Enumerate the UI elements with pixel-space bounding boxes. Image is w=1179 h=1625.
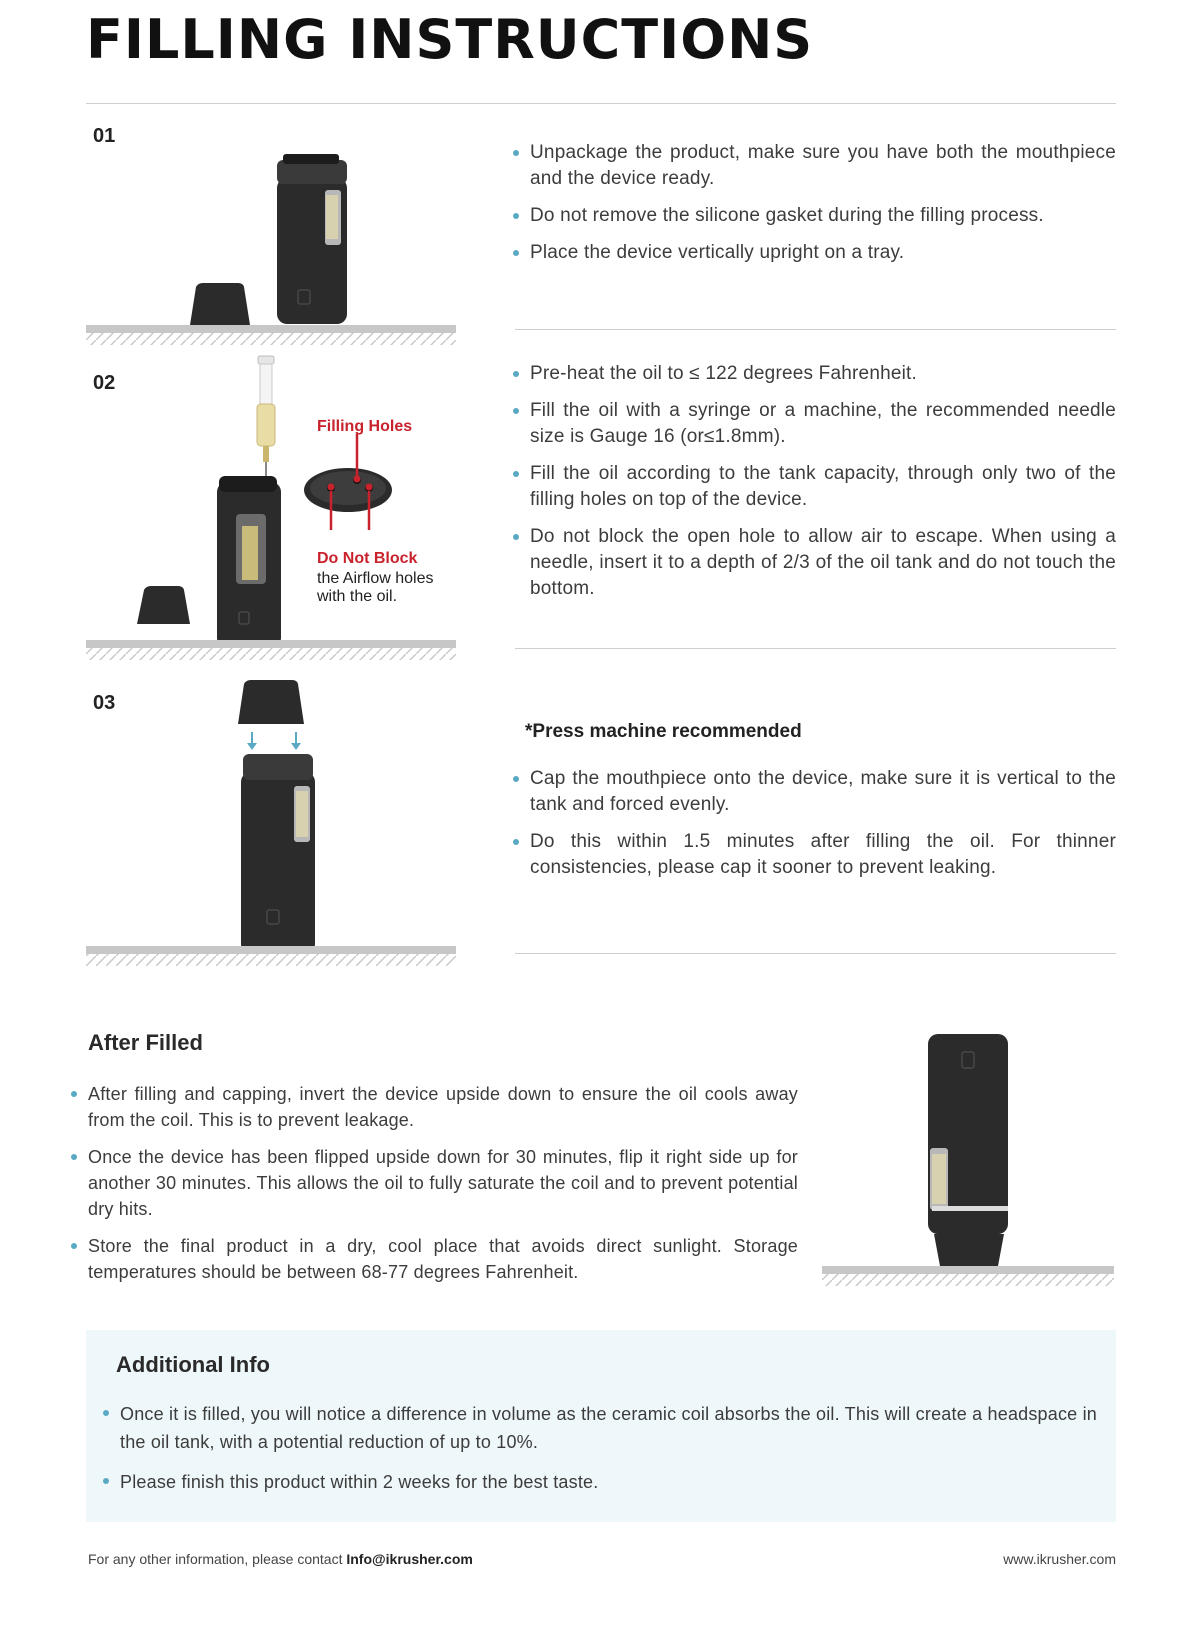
filling-holes-diagram: [304, 434, 392, 530]
mouthpiece: [137, 586, 190, 624]
additional-info-bullets: [100, 1400, 1100, 1508]
step-01-divider: [515, 329, 1116, 330]
list-item: Once it is filled, you will notice a difference in volume as the ceramic coil absorbs the oil. This will create a headspace in the oil tank, with a potential reduction of up to 10%.: [100, 1400, 1100, 1456]
list-item: Unpackage the product, make sure you have both the mouthpiece and the device ready.: [510, 140, 1116, 192]
additional-info-heading: Additional Info: [116, 1352, 270, 1377]
step-02-divider: [515, 648, 1116, 649]
tray: [822, 1266, 1114, 1274]
press-machine-note: *Press machine recommended: [525, 721, 802, 742]
tray: [86, 325, 456, 333]
contact-email-link[interactable]: Info@ikrusher.com: [346, 1551, 473, 1567]
list-item: After filling and capping, invert the device upside down to ensure the oil cools away from the coil. This is to prevent leakage.: [68, 1081, 798, 1133]
tray: [86, 946, 456, 954]
tray: [86, 640, 456, 648]
after-filled-bullets: [68, 1081, 798, 1296]
step-03-illustration: [86, 676, 458, 976]
step-02-bullets: [510, 361, 1116, 613]
syringe-icon: [257, 356, 275, 476]
footer-contact-text: For any other information, please contact: [88, 1551, 347, 1567]
step-01-number: 01: [93, 125, 116, 147]
inverted-device-illustration: [822, 1030, 1118, 1290]
filling-holes-label: Filling Holes: [317, 418, 413, 435]
list-item: Cap the mouthpiece onto the device, make sure it is vertical to the tank and forced evenly.: [510, 766, 1116, 818]
list-item: Store the final product in a dry, cool place that avoids direct sunlight. Storage temperatures should be between 68-77 degrees Fahrenheit.: [68, 1233, 798, 1285]
list-item: Do not remove the silicone gasket during the filling process.: [510, 203, 1116, 229]
footer-contact: [88, 1551, 473, 1567]
additional-info-box: [86, 1330, 1116, 1522]
airflow-label-line1: the Airflow holes: [317, 570, 434, 587]
mouthpiece: [190, 283, 250, 325]
do-not-block-label: Do Not Block: [317, 550, 418, 567]
airflow-label-line2: with the oil.: [317, 588, 398, 605]
list-item: Pre-heat the oil to ≤ 122 degrees Fahrenheit.: [510, 361, 1116, 387]
website-link[interactable]: www.ikrusher.com: [1003, 1551, 1116, 1567]
step-03-bullets: [510, 766, 1116, 892]
title-divider: [86, 103, 1116, 104]
list-item: Do not block the open hole to allow air to escape. When using a needle, insert it to a depth of 2/3 of the oil tank and do not touch the bottom.: [510, 524, 1116, 602]
step-01-bullets: [510, 140, 1116, 277]
list-item: Fill the oil according to the tank capacity, through only two of the filling holes on top of the device.: [510, 461, 1116, 513]
step-02-illustration: [86, 354, 458, 666]
step-02-number: 02: [93, 372, 116, 394]
mouthpiece: [238, 680, 304, 724]
list-item: Place the device vertically upright on a tray.: [510, 240, 1116, 266]
step-01-illustration: [86, 150, 458, 345]
device-body: [928, 1034, 1008, 1270]
step-03-divider: [515, 953, 1116, 954]
page-title: FILLING INSTRUCTIONS: [86, 8, 814, 71]
step-03-number: 03: [93, 692, 116, 714]
down-arrow-icon: [247, 732, 301, 750]
list-item: Fill the oil with a syringe or a machine, the recommended needle size is Gauge 16 (or≤1.8mm).: [510, 398, 1116, 450]
list-item: Do this within 1.5 minutes after filling the oil. For thinner consistencies, please cap it sooner to prevent leaking.: [510, 829, 1116, 881]
list-item: Once the device has been flipped upside down for 30 minutes, flip it right side up for another 30 minutes. This allows the oil to fully saturate the coil and to prevent potential dry hits.: [68, 1144, 798, 1222]
after-filled-heading: After Filled: [88, 1030, 203, 1055]
list-item: Please finish this product within 2 weeks for the best taste.: [100, 1468, 1100, 1496]
